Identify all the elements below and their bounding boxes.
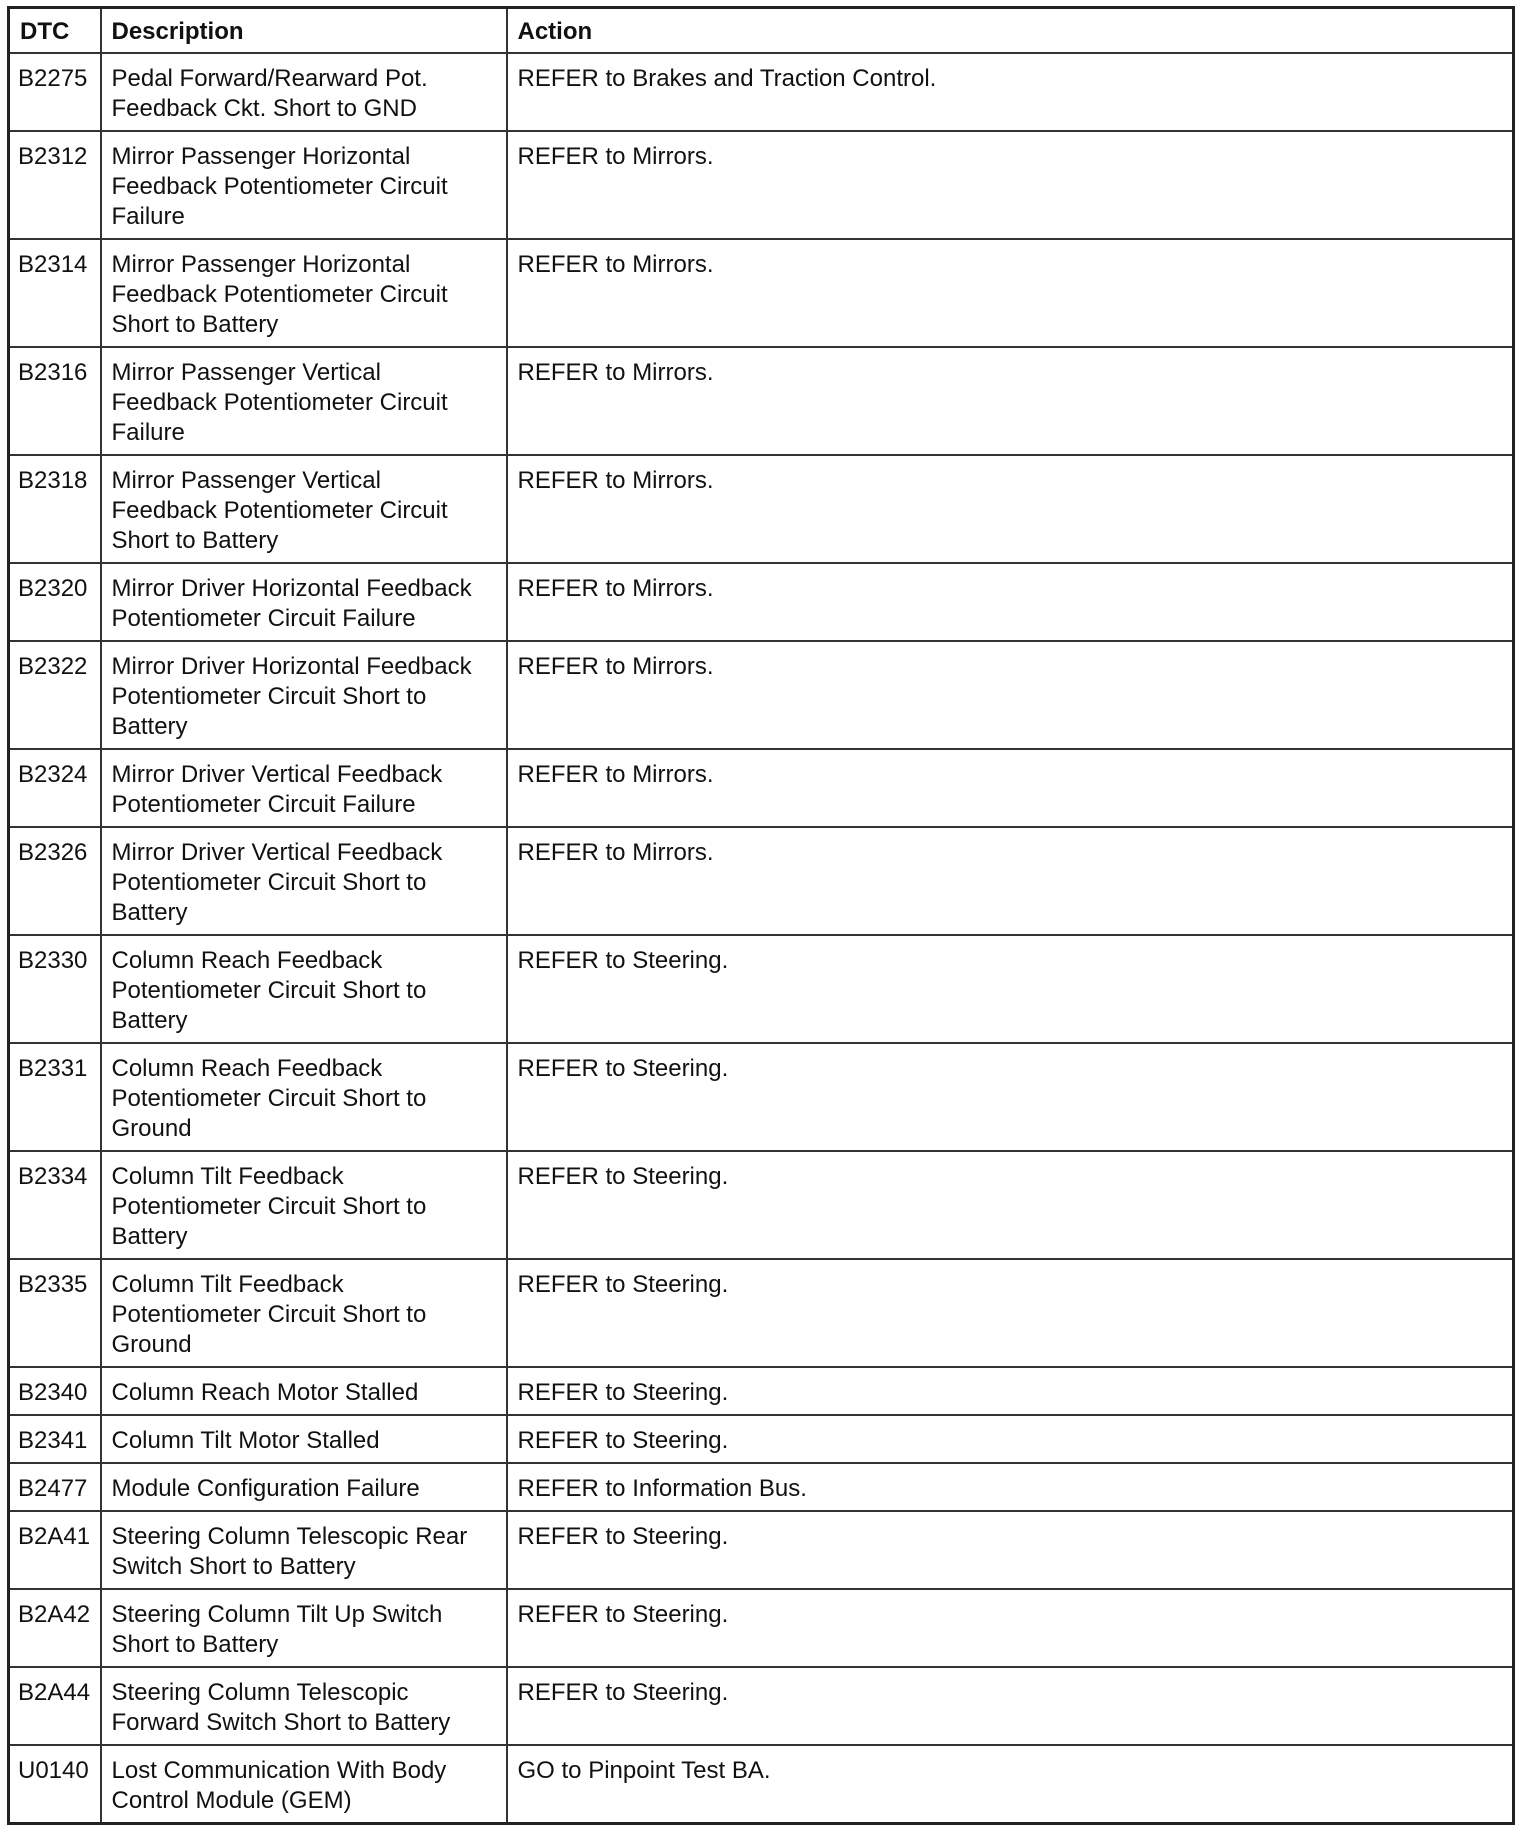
dtc-action: REFER to Mirrors.	[507, 131, 1514, 239]
table-row	[9, 563, 1514, 641]
dtc-code: B2335	[9, 1259, 101, 1367]
dtc-code: B2A41	[9, 1511, 101, 1589]
header-description: Description	[101, 8, 507, 53]
dtc-description	[101, 1589, 507, 1667]
description-line: Mirror Driver Horizontal Feedback	[111, 652, 472, 680]
table-row	[9, 1463, 1514, 1511]
description-line: Lost Communication With Body	[111, 1756, 447, 1784]
header-action: Action	[507, 8, 1514, 53]
description-line: Potentiometer Circuit Short to	[111, 976, 427, 1004]
description-line: Short to Battery	[111, 526, 279, 554]
dtc-description	[101, 749, 507, 827]
dtc-action: REFER to Mirrors.	[507, 749, 1514, 827]
dtc-action: REFER to Mirrors.	[507, 827, 1514, 935]
dtc-action: REFER to Mirrors.	[507, 239, 1514, 347]
dtc-code: B2330	[9, 935, 101, 1043]
description-line: Failure	[111, 418, 185, 446]
dtc-action: REFER to Mirrors.	[507, 347, 1514, 455]
description-line: Mirror Driver Horizontal Feedback	[111, 574, 472, 602]
dtc-code: B2320	[9, 563, 101, 641]
table-row	[9, 749, 1514, 827]
dtc-description	[101, 827, 507, 935]
dtc-description	[101, 455, 507, 563]
description-line: Battery	[111, 898, 188, 926]
description-line: Steering Column Telescopic Rear	[111, 1522, 468, 1550]
table-row	[9, 131, 1514, 239]
description-line: Feedback Ckt. Short to GND	[111, 94, 417, 122]
dtc-code: B2314	[9, 239, 101, 347]
dtc-description	[101, 347, 507, 455]
dtc-description	[101, 131, 507, 239]
description-line: Forward Switch Short to Battery	[111, 1708, 451, 1736]
table-row	[9, 1589, 1514, 1667]
description-line: Mirror Passenger Vertical	[111, 358, 381, 386]
description-line: Column Tilt Feedback	[111, 1162, 344, 1190]
dtc-action: REFER to Brakes and Traction Control.	[507, 53, 1514, 131]
dtc-description	[101, 1415, 507, 1463]
dtc-action: REFER to Steering.	[507, 1367, 1514, 1415]
description-line: Pedal Forward/Rearward Pot.	[111, 64, 428, 92]
dtc-action: REFER to Steering.	[507, 1259, 1514, 1367]
header-row	[9, 8, 1514, 53]
table-row	[9, 1745, 1514, 1824]
dtc-description	[101, 1043, 507, 1151]
dtc-description	[101, 1463, 507, 1511]
description-line: Column Reach Motor Stalled	[111, 1378, 419, 1406]
dtc-code: U0140	[9, 1745, 101, 1824]
table-row	[9, 1151, 1514, 1259]
description-line: Column Reach Feedback	[111, 1054, 383, 1082]
table-row	[9, 1367, 1514, 1415]
description-line: Battery	[111, 712, 188, 740]
table-row	[9, 827, 1514, 935]
dtc-action: REFER to Mirrors.	[507, 563, 1514, 641]
table-row	[9, 1043, 1514, 1151]
dtc-code: B2334	[9, 1151, 101, 1259]
table-row	[9, 641, 1514, 749]
description-line: Potentiometer Circuit Short to	[111, 1192, 427, 1220]
dtc-description	[101, 1151, 507, 1259]
table-row	[9, 1667, 1514, 1745]
table-row	[9, 53, 1514, 131]
table-row	[9, 455, 1514, 563]
dtc-action: REFER to Mirrors.	[507, 455, 1514, 563]
dtc-action: REFER to Steering.	[507, 1511, 1514, 1589]
dtc-action: REFER to Steering.	[507, 1151, 1514, 1259]
dtc-description	[101, 53, 507, 131]
dtc-description	[101, 1367, 507, 1415]
header-dtc: DTC	[9, 8, 101, 53]
dtc-action: REFER to Steering.	[507, 1043, 1514, 1151]
description-line: Feedback Potentiometer Circuit	[111, 280, 448, 308]
description-line: Battery	[111, 1222, 188, 1250]
description-line: Feedback Potentiometer Circuit	[111, 172, 448, 200]
description-line: Potentiometer Circuit Failure	[111, 790, 416, 818]
description-line: Feedback Potentiometer Circuit	[111, 496, 448, 524]
description-line: Switch Short to Battery	[111, 1552, 356, 1580]
dtc-code: B2A44	[9, 1667, 101, 1745]
description-line: Mirror Passenger Vertical	[111, 466, 381, 494]
dtc-description	[101, 1511, 507, 1589]
description-line: Column Tilt Feedback	[111, 1270, 344, 1298]
table-body	[9, 53, 1514, 1824]
description-line: Mirror Passenger Horizontal	[111, 142, 411, 170]
description-line: Potentiometer Circuit Failure	[111, 604, 416, 632]
table-row	[9, 1259, 1514, 1367]
dtc-code: B2477	[9, 1463, 101, 1511]
dtc-code: B2341	[9, 1415, 101, 1463]
table-header	[9, 8, 1514, 53]
table-row	[9, 935, 1514, 1043]
description-line: Steering Column Telescopic	[111, 1678, 409, 1706]
table-row	[9, 1415, 1514, 1463]
dtc-description	[101, 641, 507, 749]
dtc-action: REFER to Steering.	[507, 935, 1514, 1043]
dtc-code: B2340	[9, 1367, 101, 1415]
description-line: Column Tilt Motor Stalled	[111, 1426, 380, 1454]
description-line: Mirror Driver Vertical Feedback	[111, 760, 443, 788]
table-row	[9, 1511, 1514, 1589]
dtc-description	[101, 1259, 507, 1367]
description-line: Ground	[111, 1114, 192, 1142]
description-line: Potentiometer Circuit Short to	[111, 682, 427, 710]
dtc-code: B2275	[9, 53, 101, 131]
dtc-table	[7, 6, 1515, 1825]
description-line: Mirror Driver Vertical Feedback	[111, 838, 443, 866]
description-line: Failure	[111, 202, 185, 230]
dtc-code: B2318	[9, 455, 101, 563]
description-line: Short to Battery	[111, 1630, 279, 1658]
description-line: Potentiometer Circuit Short to	[111, 1300, 427, 1328]
table-row	[9, 347, 1514, 455]
dtc-description	[101, 563, 507, 641]
dtc-code: B2324	[9, 749, 101, 827]
dtc-action: REFER to Steering.	[507, 1415, 1514, 1463]
description-line: Ground	[111, 1330, 192, 1358]
dtc-action: REFER to Steering.	[507, 1667, 1514, 1745]
dtc-description	[101, 1745, 507, 1824]
description-line: Feedback Potentiometer Circuit	[111, 388, 448, 416]
dtc-code: B2331	[9, 1043, 101, 1151]
dtc-code: B2316	[9, 347, 101, 455]
dtc-description	[101, 1667, 507, 1745]
dtc-code: B2326	[9, 827, 101, 935]
dtc-action: REFER to Steering.	[507, 1589, 1514, 1667]
dtc-code: B2A42	[9, 1589, 101, 1667]
description-line: Mirror Passenger Horizontal	[111, 250, 411, 278]
description-line: Potentiometer Circuit Short to	[111, 1084, 427, 1112]
dtc-action: REFER to Mirrors.	[507, 641, 1514, 749]
description-line: Module Configuration Failure	[111, 1474, 420, 1502]
description-line: Column Reach Feedback	[111, 946, 383, 974]
dtc-code: B2312	[9, 131, 101, 239]
description-line: Steering Column Tilt Up Switch	[111, 1600, 443, 1628]
dtc-action: REFER to Information Bus.	[507, 1463, 1514, 1511]
table-row	[9, 239, 1514, 347]
dtc-description	[101, 935, 507, 1043]
description-line: Short to Battery	[111, 310, 279, 338]
dtc-code: B2322	[9, 641, 101, 749]
dtc-action: GO to Pinpoint Test BA.	[507, 1745, 1514, 1824]
description-line: Control Module (GEM)	[111, 1786, 352, 1814]
description-line: Potentiometer Circuit Short to	[111, 868, 427, 896]
description-line: Battery	[111, 1006, 188, 1034]
dtc-description	[101, 239, 507, 347]
